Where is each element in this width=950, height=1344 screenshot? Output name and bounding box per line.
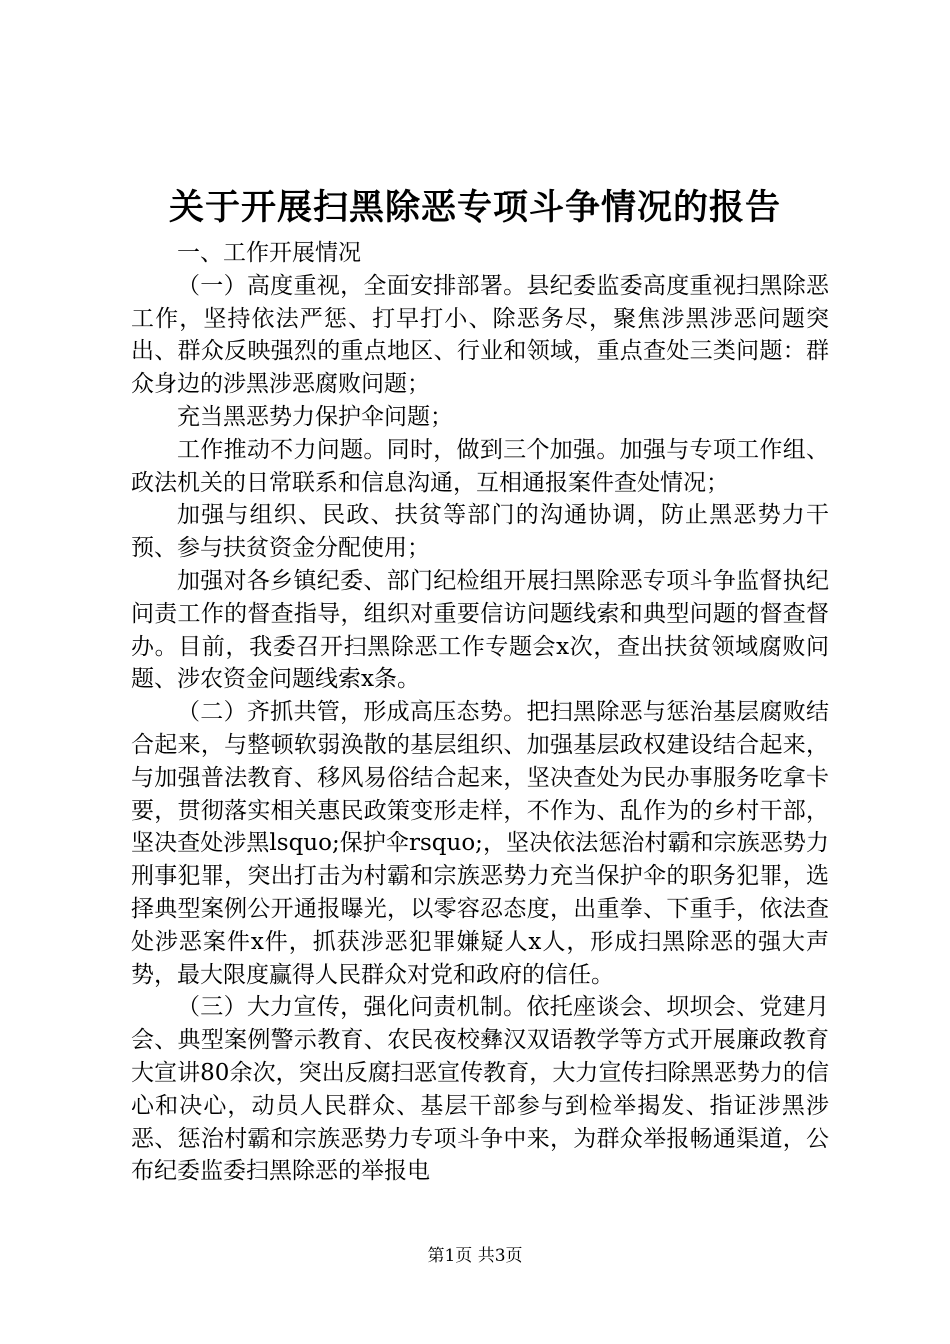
- paragraph: （三）大力宣传，强化问责机制。依托座谈会、坝坝会、党建月会、典型案例警示教育、农民夜校彝汉双语教学等方式开展廉政教育大宣讲80余次，突出反腐扫恶宣传教育，大力宣传扫除黑恶势力的信心和决心，动员人民群众、基层干部参与到检举揭发、指证涉黑涉恶、惩治村霸和宗族恶势力专项斗争中来，为群众举报畅通渠道，公布纪委监委扫黑除恶的举报电: [131, 994, 829, 1185]
- document-body: [131, 237, 829, 1188]
- paragraph: （二）齐抓共管，形成高压态势。把扫黑除恶与惩治基层腐败结合起来，与整顿软弱涣散的基层组织、加强基层政权建设结合起来，与加强普法教育、移风易俗结合起来，坚决查处为民办事服务吃拿卡要，贯彻落实相关惠民政策变形走样，不作为、乱作为的乡村干部，坚决查处涉黑lsquo;保护伞rsquo;，坚决依法惩治村霸和宗族恶势力刑事犯罪，突出打击为村霸和宗族恶势力充当保护伞的职务犯罪，选择典型案例公开通报曝光，以零容忍态度，出重拳、下重手，依法查处涉恶案件x件，抓获涉恶犯罪嫌疑人x人，形成扫黑除恶的强大声势，最大限度赢得人民群众对党和政府的信任。: [131, 699, 829, 988]
- paragraph: 充当黑恶势力保护伞问题；: [177, 403, 453, 430]
- paragraph: （一）高度重视，全面安排部署。县纪委监委高度重视扫黑除恶工作，坚持依法严惩、打早打小、除恶务尽，聚焦涉黑涉恶问题突出、群众反映强烈的重点地区、行业和领域，重点查处三类问题：群众身边的涉黑涉恶腐败问题；: [131, 272, 829, 398]
- paragraph: 加强对各乡镇纪委、部门纪检组开展扫黑除恶专项斗争监督执纪问责工作的督查指导，组织对重要信访问题线索和典型问题的督查督办。目前，我委召开扫黑除恶工作专题会x次，查出扶贫领域腐败问题、涉农资金问题线索x条。: [131, 567, 829, 693]
- document-title: 关于开展扫黑除恶专项斗争情况的报告: [168, 187, 781, 228]
- page-footer: 第1页 共3页: [427, 1246, 523, 1266]
- paragraph: 加强与组织、民政、扶贫等部门的沟通协调，防止黑恶势力干预、参与扶贫资金分配使用；: [131, 502, 829, 562]
- section-heading: 一、工作开展情况: [177, 240, 361, 266]
- paragraph: 工作推动不力问题。同时，做到三个加强。加强与专项工作组、政法机关的日常联系和信息沟通，互相通报案件查处情况；: [131, 436, 829, 496]
